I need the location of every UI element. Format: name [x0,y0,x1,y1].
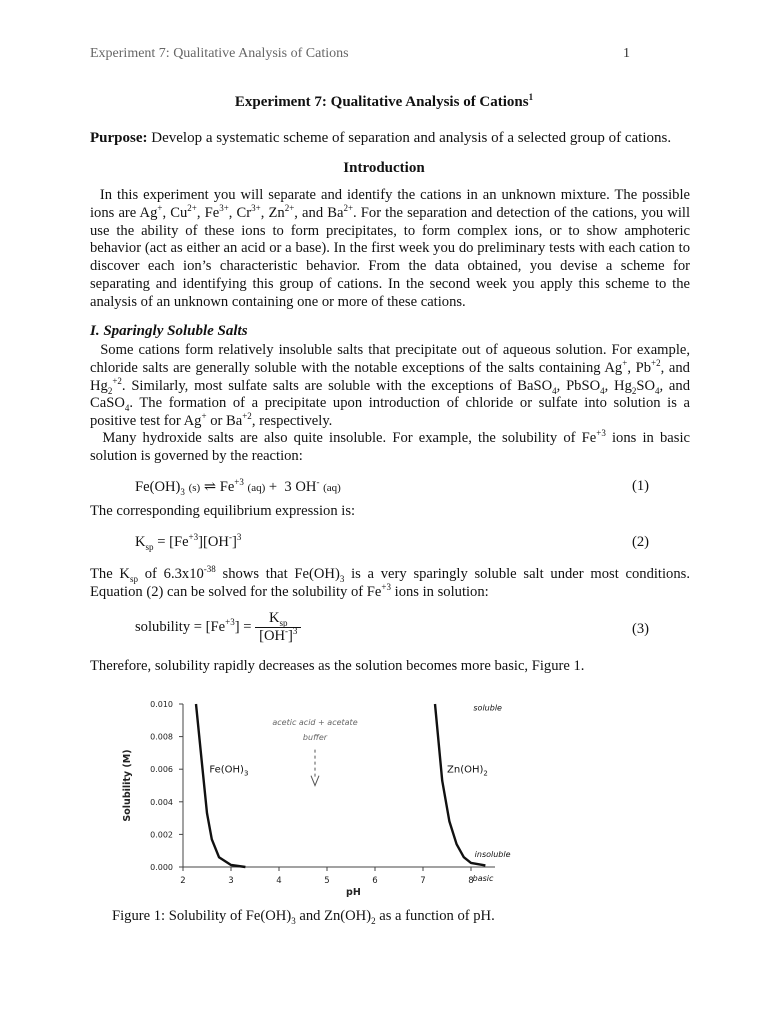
series-label-fe-oh3: $Fe(OH)_3$ [209,764,249,778]
x-tick-label: 3 [228,876,234,886]
running-title: Experiment 7: Qualitative Analysis of Cations [90,46,349,61]
buffer-arrow-head [311,776,319,786]
running-header [90,46,680,62]
equilibrium-expression-intro: The corresponding equilibrium expression is: [90,503,356,519]
series-line-zn-oh2 [435,704,485,865]
y-tick-label: 0.006 [150,765,173,775]
y-tick-label: 0.002 [150,830,173,840]
x-tick-label: 2 [180,876,186,886]
y-tick-label: 0.008 [150,732,173,742]
page-number: 1 [623,46,630,61]
x-tick-label: 8 [468,876,474,886]
equation-1-number: (1) [632,478,650,494]
figure-caption: Figure 1: Solubility of $Fe(OH)_3$ and $Zn(OH)_2$ as a function of pH. [112,908,495,926]
basic-annotation: basic [472,874,494,883]
series-label-zn-oh2: $Zn(OH)_2$ [447,764,488,778]
purpose-text: Develop a systematic scheme of separation and analysis of a selected group of cations. [151,130,672,146]
x-tick-label: 7 [420,876,426,886]
solubility-chart [110,692,570,902]
intro-paragraph: In this experiment you will separate and identify the cations in an unknown mixture. The possible ions are Ag+, $Cu^{2+}$, $Fe^{3+}$, $Cr^{3+}$, $Zn^{2+}$, and $Ba^{2+}$. For the separation and detection of the cations, you will use the ability of these ions to form precipitates, to form complex ions, or to show amphoteric behavior (act as either an acid or a base). In the first week you do preliminary tests with each cation to discover each ion’s characteristic behavior. From the data obtained, you devise a scheme for separating and identifying this group of cations. In the second week you apply this scheme to the analysis of an unknown containing one or more of these cations. [90,187,691,310]
purpose-line [90,130,690,147]
equation-3-number: (3) [632,621,650,637]
equation-2: $K_{sp} = [Fe^{+3}][OH^-]^3$ [135,532,242,552]
x-tick-label: 4 [276,876,282,886]
buffer-annotation-line2: buffer [302,732,328,742]
purpose-label: Purpose: [90,130,148,146]
series-line-fe-oh3 [196,704,245,867]
salts-paragraph: Some cations form relatively insoluble salts that precipitate out of aqueous solution. For example, chloride salts are generally soluble with the notable exceptions of the salts containing Ag+, $Pb^{+2}$, and $Hg_2^{+2}$. Similarly, most sulfate salts are soluble with the exceptions of BaSO$_4$, PbSO$_4$, $Hg_2SO_4$, and CaSO$_4$. The formation of a precipitate upon introduction of chloride or sulfate into solution is a positive test for Ag+ or $Ba^{+2}$, respectively. [90,342,691,430]
insoluble-annotation: insoluble [474,850,511,860]
buffer-annotation-line1: acetic acid + acetate [272,718,358,728]
equation-1: $Fe(OH)_3$ (s) ⇌ $Fe^{+3}$ (aq) + 3 OH- (aq) [135,477,341,497]
introduction-heading: Introduction [343,160,425,176]
y-tick-label: 0.010 [150,700,173,709]
y-tick-label: 0.004 [150,797,173,807]
x-tick-label: 5 [324,876,330,886]
section-heading: I. Sparingly Soluble Salts [90,323,248,339]
hydroxide-paragraph: Many hydroxide salts are also quite insoluble. For example, the solubility of $Fe^{+3}$ ions in basic solution is governed by the reaction: [90,428,690,464]
solubility-conclusion: Therefore, solubility rapidly decreases as the solution becomes more basic, Figure 1. [90,658,585,674]
equation-2-number: (2) [632,534,650,550]
y-axis-label: Solubility (M) [122,749,133,822]
soluble-annotation: soluble [473,703,502,713]
x-axis-label: pH [346,887,361,898]
document-title: Experiment 7: Qualitative Analysis of Cations$^1$ [234,92,534,110]
ksp-paragraph: The $K_{sp}$ of $6.3x10^{-38}$ shows that $Fe(OH)_3$ is a very sparingly soluble salt under most conditions. Equation (2) can be solved for the solubility of $Fe^{+3}$ ions in solution: [90,564,690,600]
equation-3: solubility = $[Fe^{+3}]$ = $\frac{K_{sp}}{[OH^-]^3}$ [135,610,301,645]
x-tick-label: 6 [372,876,378,886]
y-tick-label: 0.000 [150,863,173,872]
